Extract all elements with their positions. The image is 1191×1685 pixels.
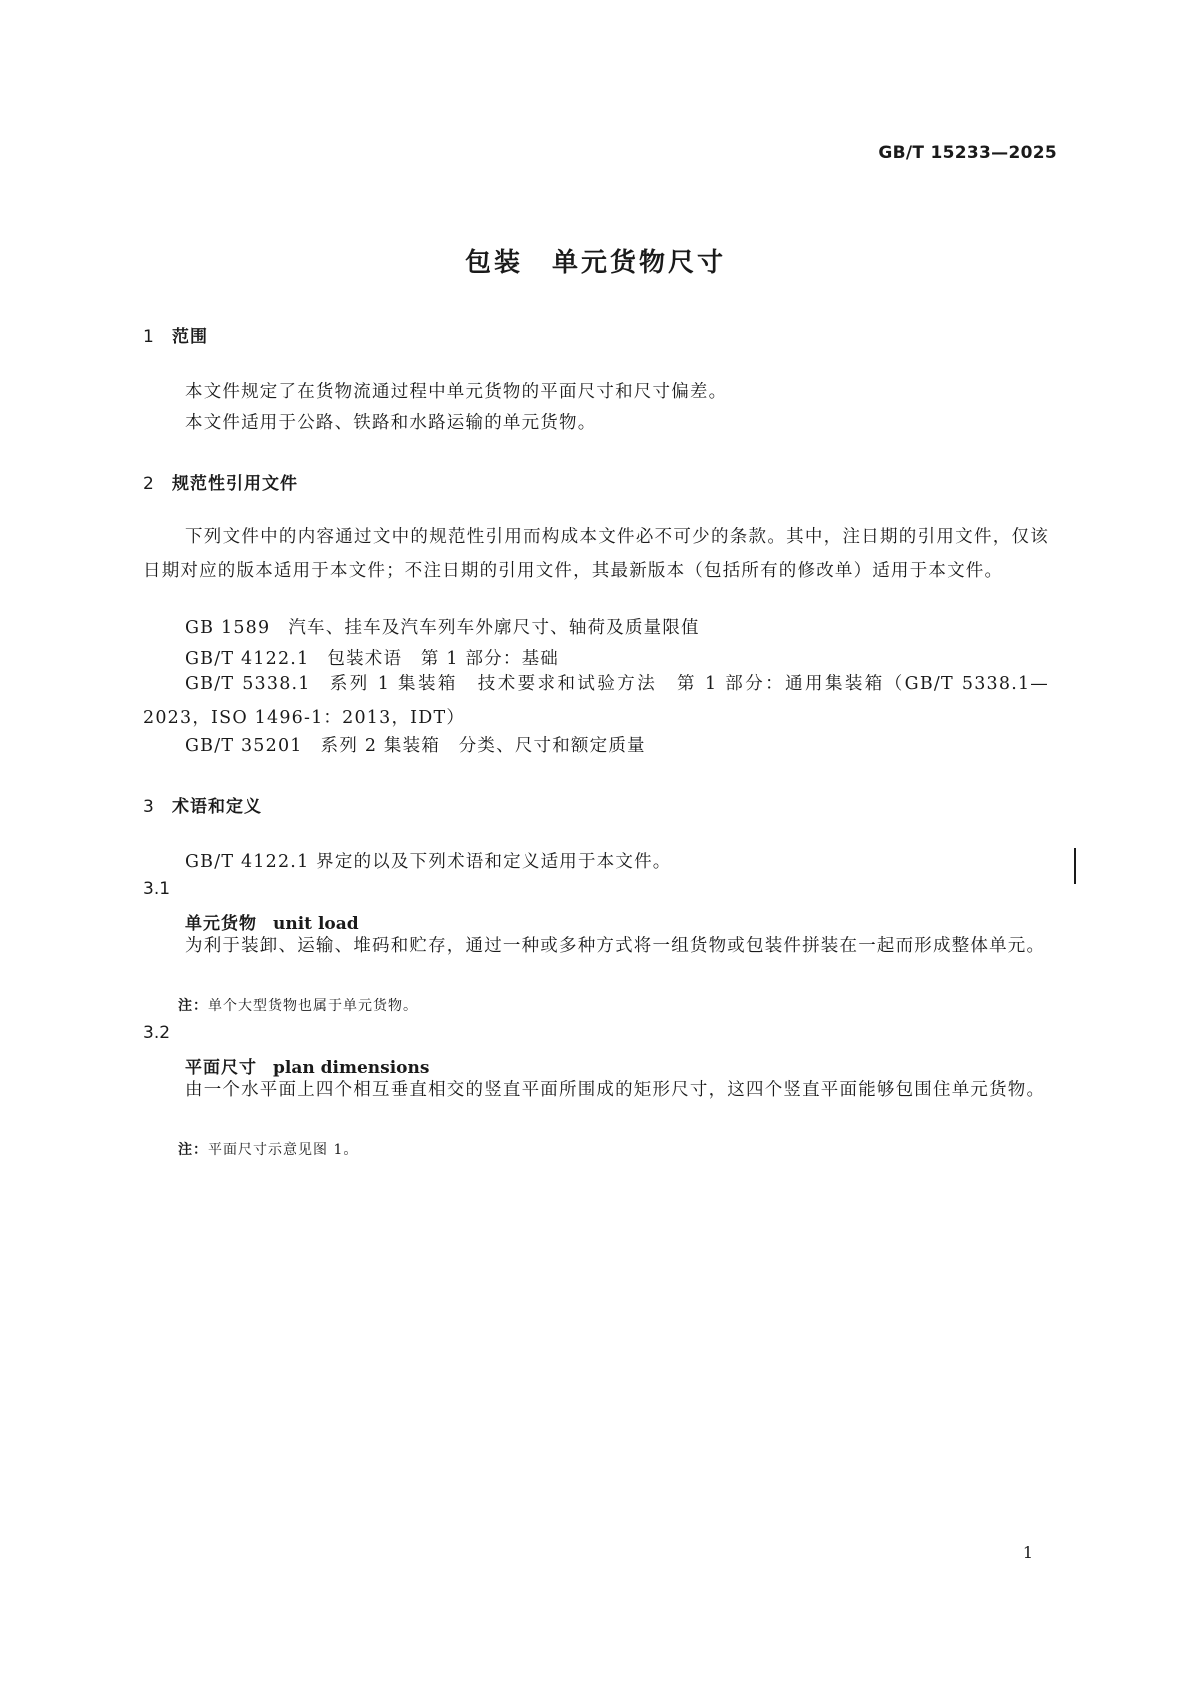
term-en: unit load — [273, 914, 359, 934]
note-text: 平面尺寸示意见图 1。 — [208, 1142, 359, 1158]
paragraph: 本文件规定了在货物流通过程中单元货物的平面尺寸和尺寸偏差。 — [185, 382, 728, 402]
note-label: 注： — [178, 1142, 208, 1158]
section-2-heading — [143, 469, 298, 494]
term-note — [178, 995, 418, 1015]
paragraph: 本文件适用于公路、铁路和水路运输的单元货物。 — [185, 413, 597, 433]
section-number: 1 — [143, 327, 155, 347]
reference-code: GB/T 4122.1 — [185, 649, 310, 669]
section-number: 3 — [143, 797, 155, 817]
term-zh: 单元货物 — [185, 914, 257, 934]
section-1-heading — [143, 322, 208, 347]
term-number: 3.1 — [143, 879, 171, 899]
reference-code: GB 1589 — [185, 618, 271, 638]
section-title: 术语和定义 — [172, 797, 262, 817]
reference-item — [185, 614, 700, 639]
term-zh: 平面尺寸 — [185, 1058, 257, 1078]
paragraph: GB/T 4122.1 界定的以及下列术语和定义适用于本文件。 — [185, 852, 672, 872]
reference-code: GB/T 35201 — [185, 736, 303, 756]
term-definition: 由一个水平面上四个相互垂直相交的竖直平面所围成的矩形尺寸，这四个竖直平面能够包围住单元货物。 — [185, 1080, 1046, 1100]
reference-title: 汽车、挂车及汽车列车外廓尺寸、轴荷及质量限值 — [288, 618, 700, 638]
reference-code: GB/T 5338.1 — [185, 674, 311, 694]
reference-title: 系列 2 集装箱 分类、尺寸和额定质量 — [320, 736, 646, 756]
document-title: 包装 单元货物尺寸 — [464, 248, 726, 278]
section-title: 规范性引用文件 — [172, 474, 298, 494]
note-text: 单个大型货物也属于单元货物。 — [208, 998, 418, 1014]
term-en: plan dimensions — [273, 1058, 430, 1078]
term-note — [178, 1139, 358, 1159]
standard-number: GB/T 15233—2025 — [878, 143, 1057, 163]
reference-title: 系列 1 集装箱 技术要求和试验方法 第 1 部分：通用集装箱（GB/T 5338.1—2023，ISO 1496-1：2013，IDT） — [143, 674, 1049, 728]
note-label: 注： — [178, 998, 208, 1014]
section-3-heading — [143, 792, 262, 817]
term-definition: 为利于装卸、运输、堆码和贮存，通过一种或多种方式将一组货物或包装件拼装在一起而形成整体单元。 — [185, 936, 1046, 956]
reference-item — [143, 667, 1049, 735]
paragraph: 下列文件中的内容通过文中的规范性引用而构成本文件必不可少的条款。其中，注日期的引用文件，仅该日期对应的版本适用于本文件；不注日期的引用文件，其最新版本（包括所有的修改单）适用于本文件。 — [143, 527, 1049, 581]
revision-mark — [1074, 848, 1076, 884]
section-title: 范围 — [172, 327, 208, 347]
reference-title: 包装术语 第 1 部分：基础 — [327, 649, 559, 669]
page-number: 1 — [1022, 1543, 1033, 1562]
section-number: 2 — [143, 474, 155, 494]
term-number: 3.2 — [143, 1023, 171, 1043]
reference-item — [185, 732, 646, 757]
